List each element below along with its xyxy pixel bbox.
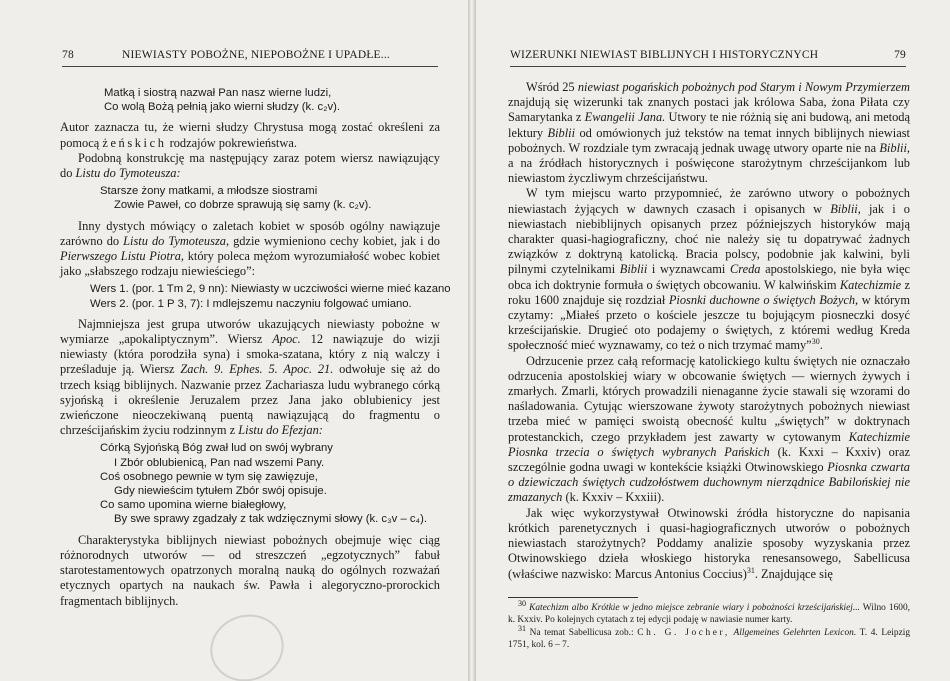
paragraph: Autor zaznacza tu, że wierni słudzy Chrystusa mogą zostać określeni za pomocą żeńskich rodzajów pokrewieństwa. — [60, 120, 440, 150]
paragraph: W tym miejscu warto przypomnieć, że zarówno utwory o pobożnych niewiastach żyjących w dawnych czasach i opisanych w Biblii, jak i o niewiastach niebiblijnych opisanych przez późniejszych historyków mają charakter quasi-hagiograficzny, choć nie należy się tu dopatrywać żadnych związków z doktryną katolicką. Bracia polscy, podobnie jak kalwini, byli pilnymi czytelnikami Biblii i wyznawcami Creda apostolskiego, nie była więc obca ich doktrynie formuła o świętych obcowaniu. W kalwińskim Katechizmie z roku 1600 znajduje się rozdział Piosnki duchowne o świętych Bożych, w którym czytamy: „Miałeś przeto o kościele jeszcze tu bojującym piosneczki dosyć krześcijańskie. Drugieć oto podajemy o świętych, z któremi według Kreda społeczność mieć wyznawamy, co też o nich trzymać mamy”$^{30}$. — [508, 186, 910, 353]
verse-line: Córką Syjońską Bóg zwał lud on swój wybrany — [100, 442, 333, 455]
right-page — [476, 0, 950, 681]
left-page-body — [60, 86, 451, 609]
paragraph: Charakterystyka biblijnych niewiast pobożnych obejmuje więc ciąg różnorodnych utworów — od streszczeń „egzotycznych” fabuł starotestamentowych opatrzonych moralną nauką do ogólnych rozważań etycznych opartych na naukach św. Pawła i alegoryczno-prorockich fragmentach biblijnych. — [60, 532, 440, 608]
paragraph: Wśród 25 niewiast pogańskich pobożnych pod Starym i Nowym Przymierzem znajdują się wizerunki tak znanych postaci jak królowa Saba, żona Piłata czy Samarytanka z Ewangelii Jana. Utwory te nie różnią się ani budową, ani metodą lektury Biblii od omówionych już tekstów na temat innych biblijnych niewiast pobożnych. W rozdziale tym zwracają jednak uwagę utwory oparte nie na Biblii, a na źródłach historycznych i poświęcone starożytnym chrześcijankom lub niewiastom życzliwym chrześcijaństwu. — [508, 80, 910, 186]
left-page — [0, 0, 468, 681]
verse-line: Wers 2. (por. 1 P 3, 7): I mdlejszemu naczyniu folgować umiano. — [90, 297, 412, 310]
footnote-ref: 30 — [811, 337, 820, 347]
library-stamp — [202, 605, 293, 681]
page-number: 78 — [62, 49, 74, 61]
verse-line: Gdy niewieścim tytułem Zbór swój opisuje. — [114, 485, 327, 498]
paragraph: Podobną konstrukcję ma następujący zaraz potem wiersz nawiązujący do Listu do Tymoteusza: — [60, 150, 440, 181]
footnote-rule — [508, 597, 638, 598]
footnote: $^{30}$ Katechizm albo Krótkie w jedno miejsce zebranie wiary i pobożności krześcijańskiej... Wilno 1600, k. Kxxiv. Po kolejnych cytatach z tej edycji podaję w nawiasie numer karty. — [508, 598, 910, 625]
footnote: $^{31}$ Na temat Sabellicusa zob.: Ch. G. Jocher, Allgemeines Gelehrten Lexicon. T. 4. Leipzig 1751, kol. 6 – 7. — [508, 623, 911, 650]
verse-quote — [100, 86, 440, 114]
paragraph: Inny dystych mówiący o zaletach kobiet w sposób ogólny nawiązuje zarówno do Listu do Tymoteusza, gdzie wymieniono cechy kobiet, jak i do Pierwszego Listu Piotra, który poleca mężom wyrozumiałość wobec kobiet jako „słabszego rodzaju niewieściego”: — [60, 218, 440, 279]
paragraph: Jak więc wykorzystywał Otwinowski źródła historyczne do napisania krótkich parenetycznych i quasi-hagiograficznych utworów o pobożnych niewiastach starożytnych? Poddamy analizie sposoby wyzyskania przez Otwinowskiego dzieła włoskiego historyka renesansowego, Sabellicusa (właściwe nazwisko: Marcus Antonius Coccius)$^{31}$. Znajdujące się — [508, 505, 910, 581]
book-gutter — [468, 0, 476, 681]
verse-line: Matką i siostrą nazwał Pan nasz wierne ludzi, — [104, 87, 332, 99]
spaced-text: żeńskich — [102, 135, 167, 150]
right-page-body — [508, 80, 910, 582]
footnotes — [508, 598, 911, 652]
header-rule — [510, 66, 906, 67]
verse-line: Co samo upomina wierne białegłowy, — [100, 499, 287, 512]
verse-line: Zowie Paweł, co dobrze sprawują się samy (k. c₂v). — [114, 199, 372, 212]
verse-quote — [100, 441, 440, 526]
footnote-ref: 31 — [746, 565, 755, 575]
verse-line: Wers 1. (por. 1 Tm 2, 9 nn): Niewiasty w uczciwości wierne mieć kazano — [90, 283, 451, 296]
running-head-title: WIZERUNKI NIEWIAST BIBLIJNYCH I HISTORYCZNYCH — [510, 49, 819, 61]
verse-line: Co wolą Bożą pełnią jako wierni słudzy (k. c₂v). — [104, 101, 341, 114]
verse-quote — [100, 184, 440, 212]
paragraph: Najmniejsza jest grupa utworów ukazujących niewiasty pobożne w wymiarze „apokaliptycznym”. Wiersz Apoc. 12 nawiązuje do wizji niewiasty (która porodziła syna) i smoka-szatana, który z nią walczy i prześladuje ją. Wiersz Zach. 9. Ephes. 5. Apoc. 21. odwołuje się aż do trzech ksiąg biblijnych. Nazwanie przez Zachariasza ludu wybranego córką syjońską i określenie Jeruzalem przez Jana jako oblubienicy jest zwieńczone nieoczekiwaną puentą nawiązującą do fragmentu o chrześcijańskim życiu rodzinnym z Listu do Efezjan: — [60, 316, 440, 438]
paragraph: Odrzucenie przez całą reformację katolickiego kultu świętych nie oznaczało odrzucenia apostolskiej wiary w obcowanie świętych — wiernych żywych i zmarłych. Zmarli, których prowadzili nienaganne życie stawali się wzorami do naśladowania. Cytując wierszowane żywoty starożytnych pobożnych niewiast trzeba mieć w pamięci swoistą obecność kultu „świętych” w doktrynach protestanckich, czego przykładem jest zawarty w cytowanym Katechizmie Piosnka trzecia o świętych wybranych Pańskich (k. Kxxi – Kxxiv) oraz szczególnie godna uwagi w kontekście książki Otwinowskiego Piosnka czwarta o dziewiczach świętych cudzołóstwem duchownym nierządnice Babilońskiej nie zmazanych (k. Kxxiv – Kxxiii). — [508, 353, 910, 505]
verse-line: By swe sprawy zgadzały z tak wdzięcznymi słowy (k. c₃v – c₄). — [114, 513, 428, 526]
verse-line: Starsze żony matkami, a młodsze siostrami — [100, 185, 318, 198]
page-number: 79 — [894, 49, 906, 61]
running-head-title: NIEWIASTY POBOŻNE, NIEPOBOŻNE I UPADŁE... — [122, 49, 390, 61]
verse-line: Coś osobnego pewnie w tym się zawięzuje, — [100, 470, 318, 483]
verse-quote — [90, 282, 451, 310]
header-rule — [62, 66, 438, 67]
verse-line: I Zbór oblubienicą, Pan nad wszemi Pany. — [114, 456, 325, 469]
